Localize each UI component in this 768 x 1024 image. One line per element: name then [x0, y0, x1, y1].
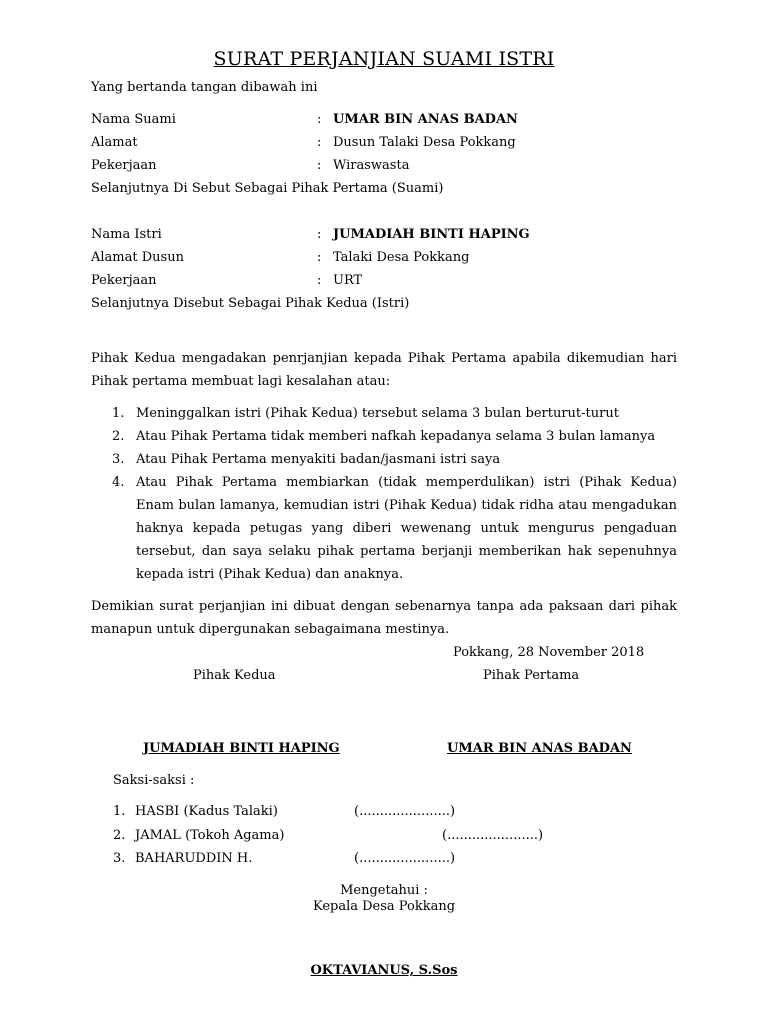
list-item	[91, 471, 677, 586]
conditions-list	[91, 402, 677, 586]
field-label: Nama Suami	[91, 112, 176, 127]
field-value: URT	[333, 273, 363, 288]
list-number: 1.	[112, 406, 125, 421]
witness-signature-line: (......................)	[354, 804, 456, 819]
agreement-paragraph: Pihak Kedua mengadakan penrjanjian kepada Pihak Pertama apabila dikemudian hari Pihak pertama membuat lagi kesalahan atau:	[91, 351, 677, 389]
acknowledged-label: Mengetahui :	[340, 883, 428, 898]
pihak-kedua-label: Pihak Kedua	[193, 668, 276, 683]
field-label: Pekerjaan	[91, 273, 157, 288]
witness-number: 1.	[113, 804, 126, 819]
witness-name: JAMAL (Tokoh Agama)	[135, 828, 285, 843]
list-number: 4.	[112, 475, 125, 490]
list-item	[91, 425, 677, 448]
field-value: Talaki Desa Pokkang	[333, 250, 470, 265]
field-colon: :	[317, 112, 322, 127]
field-label: Pekerjaan	[91, 158, 157, 173]
witness-signature-line: (......................)	[442, 828, 544, 843]
field-colon: :	[317, 250, 322, 265]
witnesses-heading: Saksi-saksi :	[113, 773, 195, 788]
field-value: Dusun Talaki Desa Pokkang	[333, 135, 516, 150]
list-item	[91, 402, 677, 425]
witness-number: 2.	[113, 828, 126, 843]
suami-name-value: UMAR BIN ANAS BADAN	[333, 112, 518, 127]
pihak-pertama-label: Pihak Pertama	[483, 668, 580, 683]
list-number: 2.	[112, 429, 125, 444]
list-number: 3.	[112, 452, 125, 467]
closing-paragraph: Demikian surat perjanjian ini dibuat dengan sebenarnya tanpa ada paksaan dari pihak manapun untuk dipergunakan sebagaimana mestinya.	[91, 599, 677, 637]
list-text: Meninggalkan istri (Pihak Kedua) tersebut selama 3 bulan berturut-turut	[136, 406, 619, 421]
place-date: Pokkang, 28 November 2018	[453, 645, 645, 660]
list-text: Atau Pihak Pertama membiarkan (tidak memperdulikan) istri (Pihak Kedua) Enam bulan lamanya, kemudian istri (Pihak Kedua) tidak ridha atau mengadukan haknya kepada petugas yang diberi wewenang untuk mengurus pengaduan tersebut, dan saya selaku pihak pertama berjanji memberikan hak sepenuhnya kepada istri (Pihak Kedua) dan anaknya.	[136, 475, 677, 582]
pihak-kedua-signature-name: JUMADIAH BINTI HAPING	[143, 741, 340, 756]
list-text: Atau Pihak Pertama tidak memberi nafkah kepadanya selama 3 bulan lamanya	[136, 429, 656, 444]
field-colon: :	[317, 273, 322, 288]
list-text: Atau Pihak Pertama menyakiti badan/jasmani istri saya	[136, 452, 501, 467]
field-label: Alamat Dusun	[91, 250, 184, 265]
village-head-position: Kepala Desa Pokkang	[312, 899, 456, 914]
field-label: Nama Istri	[91, 227, 162, 242]
intro-text: Yang bertanda tangan dibawah ini	[91, 80, 318, 95]
istri-note: Selanjutnya Disebut Sebagai Pihak Kedua (Istri)	[91, 296, 410, 311]
field-value: Wiraswasta	[333, 158, 410, 173]
document-title: SURAT PERJANJIAN SUAMI ISTRI	[213, 48, 555, 70]
suami-note: Selanjutnya Di Sebut Sebagai Pihak Pertama (Suami)	[91, 181, 444, 196]
pihak-pertama-signature-name: UMAR BIN ANAS BADAN	[447, 741, 632, 756]
field-colon: :	[317, 135, 322, 150]
village-head-name: OKTAVIANUS, S.Sos	[310, 963, 458, 978]
witness-name: HASBI (Kadus Talaki)	[135, 804, 278, 819]
field-colon: :	[317, 158, 322, 173]
field-label: Alamat	[91, 135, 138, 150]
istri-name-value: JUMADIAH BINTI HAPING	[333, 227, 530, 242]
field-colon: :	[317, 227, 322, 242]
witness-name: BAHARUDDIN H.	[135, 851, 253, 866]
list-item	[91, 448, 677, 471]
witness-signature-line: (......................)	[354, 851, 456, 866]
witness-number: 3.	[113, 851, 126, 866]
